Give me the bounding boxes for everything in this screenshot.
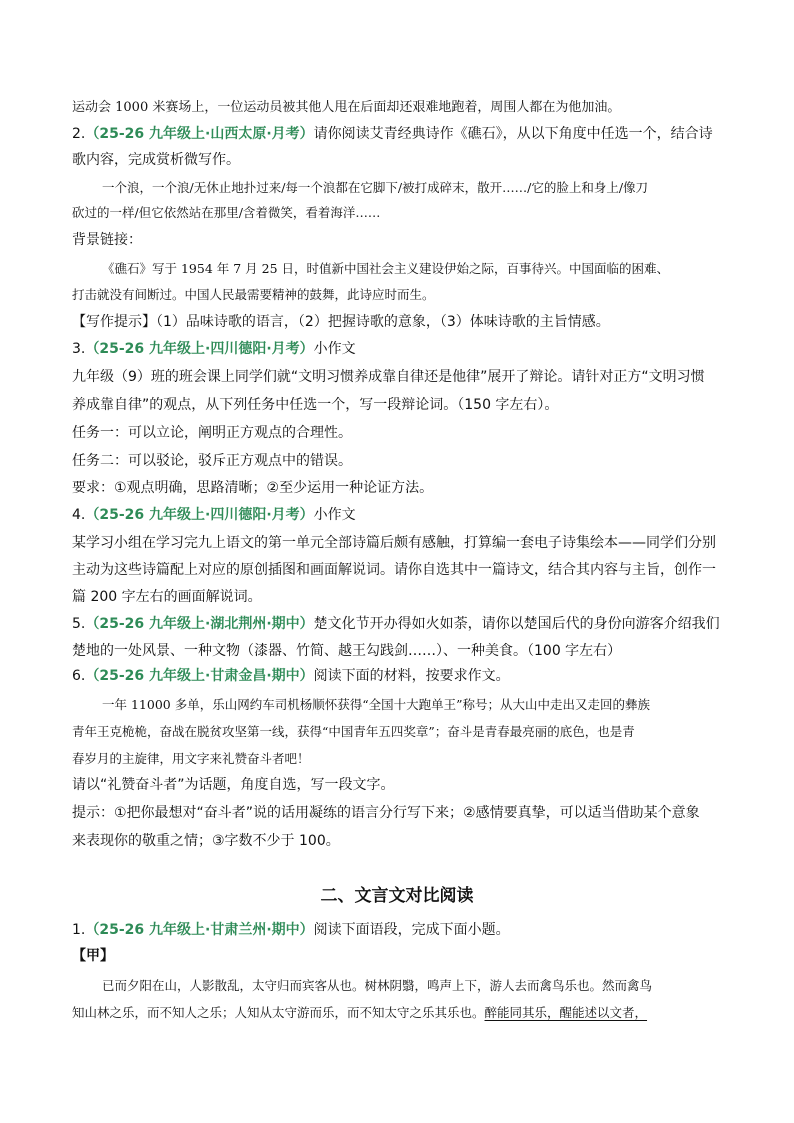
question-number: 4.	[72, 507, 86, 523]
background-text: 《礁石》写于 1954 年 7 月 25 日，时值新中国社会主义建设伊始之际，百事待兴。中国面临的困难、	[102, 261, 670, 276]
question-text: 小作文	[313, 341, 356, 357]
question-number: 2.	[72, 126, 86, 142]
text-line: 某学习小组在学习完九上语文的第一单元全部诗篇后颇有感触，打算编一套电子诗集绘本——同学们分别	[72, 535, 716, 551]
question-source: （25-26 九年级上·四川德阳·月考）	[85, 507, 314, 523]
question-number: 5.	[72, 616, 86, 632]
task-line: 任务二：可以驳论，驳斥正方观点中的错误。	[72, 453, 352, 469]
text-line: 主动为这些诗篇配上对应的原创插图和画面解说词。请你自选其中一篇诗文，结合其内容与主旨，创作一	[72, 562, 716, 578]
question-3-line	[72, 339, 356, 359]
question-4-line	[72, 505, 356, 525]
section-question-1	[72, 920, 510, 940]
background-title: 背景链接：	[72, 232, 142, 248]
material-line: 一年 11000 多单，乐山网约车司机杨顺怀获得“全国十大跑单王”称号；从大山中走出又走回的彝族	[102, 697, 650, 712]
question-text: 请你阅读艾青经典诗作《礁石》，从以下角度中任选一个，结合诗	[313, 126, 713, 142]
question-source: （25-26 九年级上·山西太原·月考）	[85, 126, 314, 142]
section-heading: 二、文言文对比阅读	[320, 886, 474, 906]
background-text: 打击就没有间断过。中国人民最需要精神的鼓舞，此诗应时而生。	[72, 287, 435, 302]
question-2-line	[72, 124, 713, 144]
text-line: 运动会 1000 米赛场上，一位运动员被其他人甩在后面却还艰难地跑着，周围人都在为他加油。	[72, 100, 621, 115]
question-6-line	[72, 666, 510, 686]
text-line: 歌内容，完成赏析微写作。	[72, 152, 240, 168]
text-line: 楚地的一处风景、一种文物（漆器、竹简、越王勾践剑……）、一种美食。（100 字左右）	[72, 643, 622, 659]
text-line: 九年级（9）班的班会课上同学们就“文明习惯养成靠自律还是他律”展开了辩论。请针对正方“文明习惯	[72, 369, 705, 385]
question-text: 小作文	[313, 507, 356, 523]
question-number: 1.	[72, 922, 86, 938]
question-text: 阅读下面语段，完成下面小题。	[313, 922, 510, 938]
question-text: 阅读下面的材料，按要求作文。	[313, 668, 510, 684]
task-line: 任务一：可以立论，阐明正方观点的合理性。	[72, 425, 352, 441]
passage-text: 知山林之乐，而不知人之乐；人知从太守游而乐，而不知太守之乐其乐也。	[72, 1005, 485, 1020]
requirement-line: 请以“礼赞奋斗者”为话题，角度自选，写一段文字。	[72, 777, 395, 793]
requirement-line: 要求：①观点明确，思路清晰；②至少运用一种论证方法。	[72, 480, 434, 496]
writing-tip: 【写作提示】（1）品味诗歌的语言，（2）把握诗歌的意象，（3）体味诗歌的主旨情感。	[72, 314, 610, 330]
poem-line: 一个浪，一个浪/无休止地扑过来/每一个浪都在它脚下/被打成碎末，散开……/它的脸上和身上/像刀	[102, 180, 649, 195]
question-source: （25-26 九年级上·甘肃金昌·期中）	[85, 668, 314, 684]
passage-label: 【甲】	[72, 948, 114, 964]
passage-line: 已而夕阳在山，人影散乱，太守归而宾客从也。树林阴翳，鸣声上下，游人去而禽鸟乐也。然而禽鸟	[102, 978, 653, 993]
question-source: （25-26 九年级上·甘肃兰州·期中）	[85, 922, 314, 938]
question-source: （25-26 九年级上·湖北荆州·期中）	[85, 616, 314, 632]
text-line: 篇 200 字左右的画面解说词。	[72, 589, 262, 605]
question-text: 楚文化节开办得如火如荼，请你以楚国后代的身份向游客介绍我们	[313, 616, 720, 632]
question-source: （25-26 九年级上·四川德阳·月考）	[85, 341, 314, 357]
passage-line	[72, 1003, 647, 1023]
tip-line: 来表现你的敬重之情；③字数不少于 100。	[72, 833, 340, 849]
question-number: 3.	[72, 341, 86, 357]
question-5-line	[72, 614, 720, 634]
material-line: 春岁月的主旋律，用文字来礼赞奋斗者吧！	[72, 751, 310, 766]
text-line: 养成靠自律”的观点，从下列任务中任选一个，写一段辩论词。（150 字左右）。	[72, 397, 559, 413]
tip-line: 提示：①把你最想对“奋斗者”说的话用凝练的语言分行写下来；②感情要真挚，可以适当借助某个意象	[72, 805, 700, 821]
underlined-sentence: 醉能同其乐，醒能述以文者，	[484, 1005, 648, 1020]
poem-line: 砍过的一样/但它依然站在那里/含着微笑，看着海洋……	[72, 205, 381, 220]
question-number: 6.	[72, 668, 86, 684]
material-line: 青年王克桅桅，奋战在脱贫攻坚第一线，获得“中国青年五四奖章”；奋斗是青春最亮丽的底色，也是青	[72, 724, 635, 739]
